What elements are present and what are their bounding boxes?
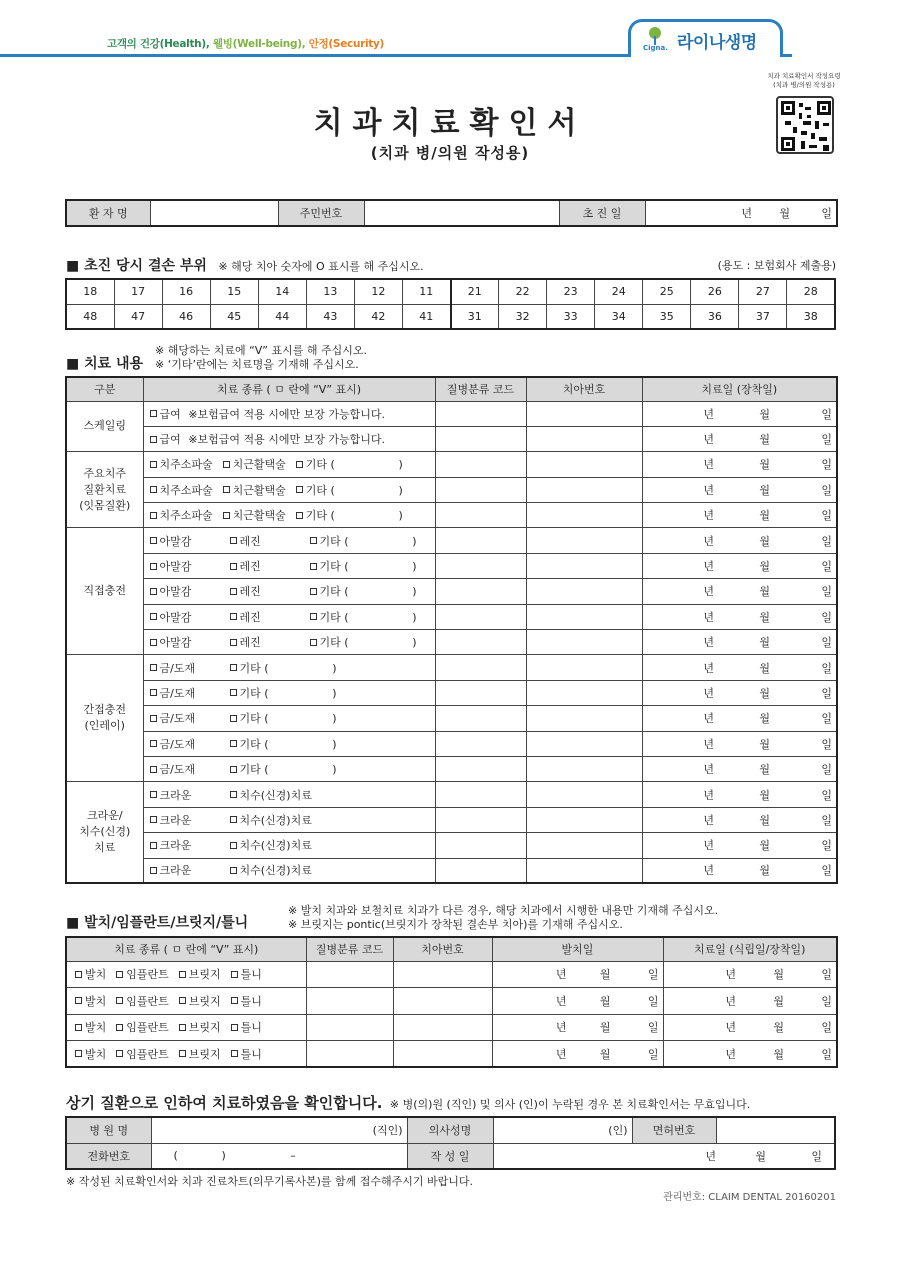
tooth-number-cell[interactable] xyxy=(526,655,642,680)
tooth-number-cell[interactable] xyxy=(526,680,642,705)
extraction-date-cell[interactable]: 년 월 일 xyxy=(492,1014,663,1041)
checkbox[interactable] xyxy=(296,461,303,468)
doctor-label: 의사성명 xyxy=(407,1117,493,1143)
disease-code-cell[interactable] xyxy=(435,655,526,680)
extraction-header-3: 발치일 xyxy=(492,937,663,961)
first-visit-date-field[interactable]: 년 월 일 xyxy=(645,200,837,226)
treatment-heading: ■ 치료 내용 xyxy=(66,356,144,372)
disease-code-cell[interactable] xyxy=(435,528,526,553)
date-label: 작 성 일 xyxy=(407,1143,493,1169)
disease-code-cell[interactable] xyxy=(435,553,526,578)
logo-small-text: Cigna. xyxy=(643,44,668,52)
checkbox[interactable] xyxy=(150,740,157,747)
tooth-number-cell[interactable] xyxy=(526,503,642,528)
tooth-number-cell[interactable] xyxy=(526,807,642,832)
extraction-date-cell[interactable]: 년 월 일 xyxy=(492,988,663,1015)
tooth-number-cell[interactable] xyxy=(526,731,642,756)
treatment-date-cell[interactable]: 년 월 일 xyxy=(642,401,837,426)
checkbox[interactable] xyxy=(230,791,237,798)
checkbox[interactable] xyxy=(179,997,186,1004)
treatment-category: 스케일링 xyxy=(66,401,143,452)
tooth-number-48[interactable]: 48 xyxy=(66,304,114,329)
treatment-date-cell[interactable]: 년 월 일 xyxy=(642,655,837,680)
checkbox[interactable] xyxy=(150,486,157,493)
treatment-date-cell[interactable]: 년 월 일 xyxy=(642,426,837,451)
tooth-number-cell[interactable] xyxy=(526,604,642,629)
treatment-type-cell[interactable]: 치주소파술 치근활택술 기타 ( ) xyxy=(143,452,435,477)
checkbox[interactable] xyxy=(231,971,238,978)
checkbox[interactable] xyxy=(223,486,230,493)
checkbox[interactable] xyxy=(310,639,317,646)
phone-label: 전화번호 xyxy=(66,1143,151,1169)
treatment-type-cell[interactable]: 금/도재 기타 ( ) xyxy=(143,706,435,731)
disease-code-cell[interactable] xyxy=(435,604,526,629)
extraction-header-4: 치료일 (식립일/장착일) xyxy=(663,937,837,961)
checkbox[interactable] xyxy=(150,664,157,671)
treatment-header-0: 구분 xyxy=(66,377,143,401)
treatment-header-2: 질병분류 코드 xyxy=(435,377,526,401)
treatment-type-cell[interactable]: 크라운 치수(신경)치료 xyxy=(143,807,435,832)
placement-date-cell[interactable]: 년 월 일 xyxy=(663,1014,837,1041)
placement-date-cell[interactable]: 년 월 일 xyxy=(663,1041,837,1068)
company-logo xyxy=(628,19,783,57)
tooth-number-15[interactable]: 15 xyxy=(210,279,258,304)
logo-name: 라이나생명 xyxy=(677,33,757,53)
checkbox[interactable] xyxy=(230,639,237,646)
checkbox[interactable] xyxy=(75,1024,82,1031)
checkbox[interactable] xyxy=(310,563,317,570)
checkbox[interactable] xyxy=(150,816,157,823)
tooth-number-cell[interactable] xyxy=(393,1014,492,1041)
treatment-type-cell[interactable]: 아말감 레진 기타 ( ) xyxy=(143,528,435,553)
tooth-number-16[interactable]: 16 xyxy=(162,279,210,304)
checkbox[interactable] xyxy=(310,588,317,595)
checkbox[interactable] xyxy=(223,461,230,468)
treatment-type-cell[interactable]: 금/도재 기타 ( ) xyxy=(143,680,435,705)
treatment-date-cell[interactable]: 년 월 일 xyxy=(642,680,837,705)
disease-code-cell[interactable] xyxy=(435,807,526,832)
tooth-number-cell[interactable] xyxy=(526,706,642,731)
management-number: 관리번호: CLAIM DENTAL 20160201 xyxy=(663,1192,836,1203)
extraction-date-cell[interactable]: 년 월 일 xyxy=(492,961,663,988)
disease-code-cell[interactable] xyxy=(435,503,526,528)
disease-code-cell[interactable] xyxy=(435,680,526,705)
tooth-number-cell[interactable] xyxy=(526,858,642,883)
confirm-table xyxy=(65,1116,836,1170)
treatment-type-cell[interactable]: 금/도재 기타 ( ) xyxy=(143,756,435,781)
tooth-number-24[interactable]: 24 xyxy=(595,279,643,304)
tooth-number-44[interactable]: 44 xyxy=(258,304,306,329)
tooth-number-cell[interactable] xyxy=(526,756,642,781)
doctor-field[interactable]: (인) xyxy=(493,1117,632,1143)
checkbox[interactable] xyxy=(231,1024,238,1031)
checkbox[interactable] xyxy=(230,867,237,874)
tooth-number-cell[interactable] xyxy=(526,833,642,858)
checkbox[interactable] xyxy=(150,512,157,519)
treatment-date-cell[interactable]: 년 월 일 xyxy=(642,579,837,604)
tooth-number-25[interactable]: 25 xyxy=(643,279,691,304)
treatment-type-cell[interactable]: 금/도재 기타 ( ) xyxy=(143,655,435,680)
checkbox[interactable] xyxy=(75,1050,82,1057)
treatment-type-cell[interactable]: 금/도재 기타 ( ) xyxy=(143,731,435,756)
first-visit-label: 초 진 일 xyxy=(559,200,645,226)
checkbox[interactable] xyxy=(230,563,237,570)
treatment-date-cell[interactable]: 년 월 일 xyxy=(642,731,837,756)
tooth-number-34[interactable]: 34 xyxy=(595,304,643,329)
extraction-type-cell[interactable]: 발치 임플란트 브릿지 틀니 xyxy=(66,1014,306,1041)
checkbox[interactable] xyxy=(179,971,186,978)
tooth-number-13[interactable]: 13 xyxy=(306,279,354,304)
hospital-label: 병 원 명 xyxy=(66,1117,151,1143)
footer-note: ※ 작성된 치료확인서와 치과 진료차트(의무기록사본)를 함께 접수해주시기 바랍니다. xyxy=(66,1175,474,1188)
treatment-date-cell[interactable]: 년 월 일 xyxy=(642,452,837,477)
disease-code-cell[interactable] xyxy=(435,452,526,477)
tooth-number-36[interactable]: 36 xyxy=(691,304,739,329)
checkbox[interactable] xyxy=(230,740,237,747)
checkbox[interactable] xyxy=(150,461,157,468)
treatment-table xyxy=(65,376,838,884)
treatment-header-1: 치료 종류 ( ㅁ 란에 “V” 표시) xyxy=(143,377,435,401)
extraction-type-cell[interactable]: 발치 임플란트 브릿지 틀니 xyxy=(66,1041,306,1068)
tooth-number-22[interactable]: 22 xyxy=(499,279,547,304)
tooth-number-47[interactable]: 47 xyxy=(114,304,162,329)
checkbox[interactable] xyxy=(150,791,157,798)
tooth-number-38[interactable]: 38 xyxy=(787,304,835,329)
patient-info-table xyxy=(65,199,838,227)
treatment-date-cell[interactable]: 년 월 일 xyxy=(642,528,837,553)
tooth-number-cell[interactable] xyxy=(393,1041,492,1068)
tooth-number-14[interactable]: 14 xyxy=(258,279,306,304)
checkbox[interactable] xyxy=(75,997,82,1004)
tooth-chart-table xyxy=(65,278,836,330)
treatment-type-cell[interactable]: 아말감 레진 기타 ( ) xyxy=(143,604,435,629)
checkbox[interactable] xyxy=(150,436,157,443)
tooth-number-cell[interactable] xyxy=(526,553,642,578)
checkbox[interactable] xyxy=(231,997,238,1004)
tooth-number-21[interactable]: 21 xyxy=(451,279,499,304)
treatment-type-cell[interactable]: 치주소파술 치근활택술 기타 ( ) xyxy=(143,503,435,528)
treatment-date-cell[interactable]: 년 월 일 xyxy=(642,604,837,629)
disease-code-cell[interactable] xyxy=(435,579,526,604)
checkbox[interactable] xyxy=(150,537,157,544)
disease-code-cell[interactable] xyxy=(435,401,526,426)
treatment-category: 간접충전 (인레이) xyxy=(66,655,143,782)
disease-code-cell[interactable] xyxy=(435,756,526,781)
tooth-number-cell[interactable] xyxy=(526,528,642,553)
confirm-heading: 상기 질환으로 인하여 치료하였음을 확인합니다. ※ 병(의)원 (직인) 및 의사 (인)이 누락된 경우 본 치료확인서는 무효입니다. xyxy=(66,1094,751,1112)
checkbox[interactable] xyxy=(230,537,237,544)
tooth-number-41[interactable]: 41 xyxy=(402,304,450,329)
tooth-number-12[interactable]: 12 xyxy=(354,279,402,304)
checkbox[interactable] xyxy=(310,537,317,544)
tooth-number-42[interactable]: 42 xyxy=(354,304,402,329)
checkbox[interactable] xyxy=(230,842,237,849)
checkbox[interactable] xyxy=(296,512,303,519)
tooth-number-cell[interactable] xyxy=(526,782,642,807)
checkbox[interactable] xyxy=(116,1024,123,1031)
extraction-header-0: 치료 종류 ( ㅁ 란에 “V” 표시) xyxy=(66,937,306,961)
tree-logo-icon xyxy=(645,26,665,46)
checkbox[interactable] xyxy=(150,613,157,620)
extraction-type-cell[interactable]: 발치 임플란트 브릿지 틀니 xyxy=(66,961,306,988)
tooth-number-cell[interactable] xyxy=(526,630,642,655)
checkbox[interactable] xyxy=(296,486,303,493)
patient-name-field[interactable] xyxy=(150,200,278,226)
checkbox[interactable] xyxy=(230,588,237,595)
tooth-number-27[interactable]: 27 xyxy=(739,279,787,304)
treatment-date-cell[interactable]: 년 월 일 xyxy=(642,858,837,883)
disease-code-cell[interactable] xyxy=(435,782,526,807)
extraction-header-2: 치아번호 xyxy=(393,937,492,961)
checkbox[interactable] xyxy=(230,664,237,671)
tooth-number-46[interactable]: 46 xyxy=(162,304,210,329)
treatment-type-cell[interactable]: 크라운 치수(신경)치료 xyxy=(143,782,435,807)
checkbox[interactable] xyxy=(310,613,317,620)
tooth-number-28[interactable]: 28 xyxy=(787,279,835,304)
checkbox[interactable] xyxy=(150,867,157,874)
checkbox[interactable] xyxy=(150,715,157,722)
treatment-header-4: 치료일 (장착일) xyxy=(642,377,837,401)
tooth-number-cell[interactable] xyxy=(526,426,642,451)
tooth-number-17[interactable]: 17 xyxy=(114,279,162,304)
checkbox[interactable] xyxy=(231,1050,238,1057)
disease-code-cell[interactable] xyxy=(435,706,526,731)
disease-code-cell[interactable] xyxy=(435,477,526,502)
disease-code-cell[interactable] xyxy=(435,833,526,858)
checkbox[interactable] xyxy=(230,816,237,823)
resident-id-label: 주민번호 xyxy=(278,200,364,226)
page-subtitle: (치과 병/의원 작성용) xyxy=(370,144,530,162)
phone-field[interactable]: ( ) – xyxy=(151,1143,407,1169)
treatment-note-1: ※ 해당하는 치료에 “V” 표시를 해 주십시오. xyxy=(155,344,368,357)
disease-code-cell[interactable] xyxy=(306,961,393,988)
checkbox[interactable] xyxy=(116,997,123,1004)
checkbox[interactable] xyxy=(116,971,123,978)
disease-code-cell[interactable] xyxy=(435,630,526,655)
extraction-type-cell[interactable]: 발치 임플란트 브릿지 틀니 xyxy=(66,988,306,1015)
written-date-field[interactable]: 년 월 일 xyxy=(493,1143,835,1169)
tooth-number-cell[interactable] xyxy=(526,579,642,604)
placement-date-cell[interactable]: 년 월 일 xyxy=(663,988,837,1015)
checkbox[interactable] xyxy=(75,971,82,978)
extraction-table xyxy=(65,936,838,1068)
disease-code-cell[interactable] xyxy=(306,988,393,1015)
tooth-number-cell[interactable] xyxy=(393,988,492,1015)
checkbox[interactable] xyxy=(223,512,230,519)
tooth-number-23[interactable]: 23 xyxy=(547,279,595,304)
treatment-type-cell[interactable]: 급여 ※보험급여 적용 시에만 보장 가능합니다. xyxy=(143,426,435,451)
tooth-number-18[interactable]: 18 xyxy=(66,279,114,304)
treatment-type-cell[interactable]: 아말감 레진 기타 ( ) xyxy=(143,553,435,578)
treatment-date-cell[interactable]: 년 월 일 xyxy=(642,630,837,655)
checkbox[interactable] xyxy=(150,842,157,849)
disease-code-cell[interactable] xyxy=(435,426,526,451)
treatment-date-cell[interactable]: 년 월 일 xyxy=(642,503,837,528)
checkbox[interactable] xyxy=(230,689,237,696)
treatment-date-cell[interactable]: 년 월 일 xyxy=(642,807,837,832)
checkbox[interactable] xyxy=(230,715,237,722)
treatment-header-3: 치아번호 xyxy=(526,377,642,401)
missing-teeth-heading: ■ 초진 당시 결손 부위 ※ 해당 치아 숫자에 O 표시를 해 주십시오. xyxy=(66,258,424,274)
treatment-date-cell[interactable]: 년 월 일 xyxy=(642,833,837,858)
license-label: 면허번호 xyxy=(632,1117,716,1143)
disease-code-cell[interactable] xyxy=(435,731,526,756)
treatment-date-cell[interactable]: 년 월 일 xyxy=(642,756,837,781)
qr-caption: 치과 치료확인서 작성요령 (치과 병/의원 작성용) xyxy=(767,72,841,89)
treatment-category: 직접충전 xyxy=(66,528,143,655)
treatment-date-cell[interactable]: 년 월 일 xyxy=(642,782,837,807)
treatment-type-cell[interactable]: 급여 ※보험급여 적용 시에만 보장 가능합니다. xyxy=(143,401,435,426)
checkbox[interactable] xyxy=(230,766,237,773)
tooth-number-cell[interactable] xyxy=(526,401,642,426)
treatment-date-cell[interactable]: 년 월 일 xyxy=(642,706,837,731)
treatment-category: 크라운/ 치수(신경) 치료 xyxy=(66,782,143,884)
license-field[interactable] xyxy=(716,1117,835,1143)
extraction-note-2: ※ 브릿지는 pontic(브릿지가 장착된 결손부 치아)를 기재해 주십시오. xyxy=(288,918,623,931)
treatment-category: 주요치주 질환치료 (잇몸질환) xyxy=(66,452,143,528)
extraction-note-1: ※ 발치 치과와 보철치료 치과가 다른 경우, 해당 치과에서 시행한 내용만 기재해 주십시오. xyxy=(288,904,719,917)
tooth-number-37[interactable]: 37 xyxy=(739,304,787,329)
tooth-number-cell[interactable] xyxy=(393,961,492,988)
tooth-number-11[interactable]: 11 xyxy=(402,279,450,304)
disease-code-cell[interactable] xyxy=(306,1041,393,1068)
tooth-number-35[interactable]: 35 xyxy=(643,304,691,329)
tooth-number-26[interactable]: 26 xyxy=(691,279,739,304)
treatment-type-cell[interactable]: 크라운 치수(신경)치료 xyxy=(143,858,435,883)
extraction-heading: ■ 발치/임플란트/브릿지/틀니 xyxy=(66,915,249,931)
checkbox[interactable] xyxy=(150,410,157,417)
tooth-number-45[interactable]: 45 xyxy=(210,304,258,329)
treatment-type-cell[interactable]: 아말감 레진 기타 ( ) xyxy=(143,630,435,655)
checkbox[interactable] xyxy=(150,689,157,696)
checkbox[interactable] xyxy=(150,563,157,570)
page-title: 치과치료확인서 xyxy=(313,106,587,141)
treatment-date-cell[interactable]: 년 월 일 xyxy=(642,477,837,502)
extraction-header-1: 질병분류 코드 xyxy=(306,937,393,961)
disease-code-cell[interactable] xyxy=(435,858,526,883)
tooth-number-cell[interactable] xyxy=(526,452,642,477)
treatment-date-cell[interactable]: 년 월 일 xyxy=(642,553,837,578)
tooth-number-33[interactable]: 33 xyxy=(547,304,595,329)
checkbox[interactable] xyxy=(116,1050,123,1057)
checkbox[interactable] xyxy=(230,613,237,620)
checkbox[interactable] xyxy=(150,766,157,773)
placement-date-cell[interactable]: 년 월 일 xyxy=(663,961,837,988)
checkbox[interactable] xyxy=(150,588,157,595)
treatment-type-cell[interactable]: 크라운 치수(신경)치료 xyxy=(143,833,435,858)
extraction-date-cell[interactable]: 년 월 일 xyxy=(492,1041,663,1068)
checkbox[interactable] xyxy=(150,639,157,646)
checkbox[interactable] xyxy=(179,1050,186,1057)
tooth-number-cell[interactable] xyxy=(526,477,642,502)
patient-name-label: 환 자 명 xyxy=(66,200,150,226)
hospital-field[interactable]: (직인) xyxy=(151,1117,407,1143)
usage-note: (용도 : 보험회사 제출용) xyxy=(717,259,836,272)
tooth-number-43[interactable]: 43 xyxy=(306,304,354,329)
checkbox[interactable] xyxy=(179,1024,186,1031)
treatment-type-cell[interactable]: 치주소파술 치근활택술 기타 ( ) xyxy=(143,477,435,502)
disease-code-cell[interactable] xyxy=(306,1014,393,1041)
resident-id-field[interactable] xyxy=(364,200,559,226)
treatment-type-cell[interactable]: 아말감 레진 기타 ( ) xyxy=(143,579,435,604)
slogan: 고객의 건강(Health), 웰빙(Well-being), 안정(Security) xyxy=(107,38,385,50)
tooth-number-31[interactable]: 31 xyxy=(451,304,499,329)
tooth-number-32[interactable]: 32 xyxy=(499,304,547,329)
treatment-note-2: ※ ‘기타’란에는 치료명을 기재해 주십시오. xyxy=(155,358,359,371)
